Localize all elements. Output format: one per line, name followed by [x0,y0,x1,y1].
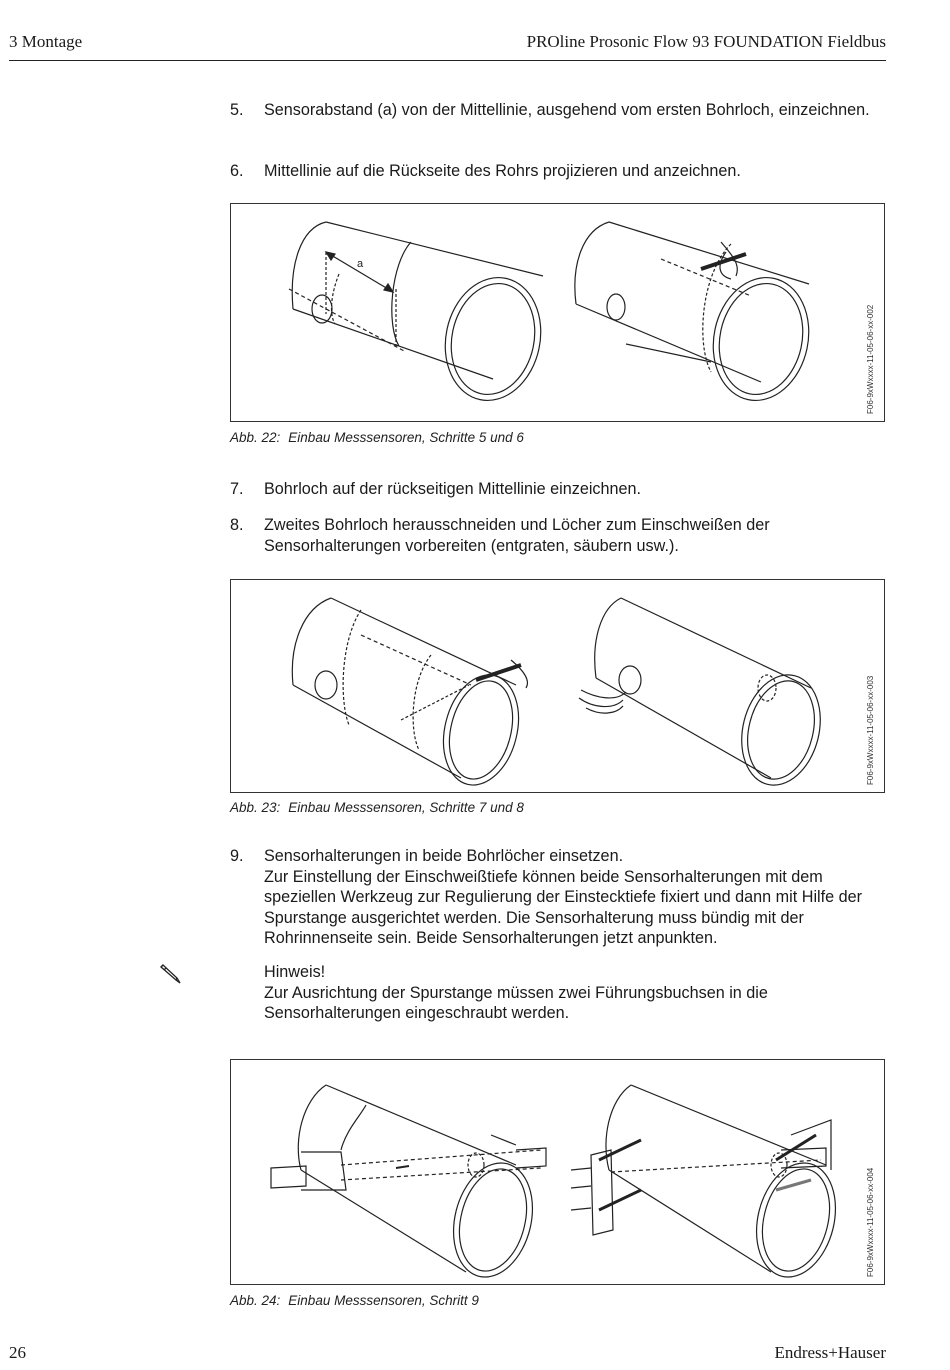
step-number: 5. [230,101,244,119]
note-text: Zur Ausrichtung der Spurstange müssen zwei Führungsbuchsen in die Sensorhalterungen eingeschraubt werden. [264,983,768,1022]
sensor-holder-illustration [231,1060,886,1286]
step-number: 6. [230,162,244,180]
figure-24 [230,1059,885,1285]
figure-22 [230,203,885,422]
brand-name: Endress+Hauser [774,1343,886,1362]
pipe-marking-illustration [231,204,886,423]
step-text: Sensorabstand (a) von der Mittellinie, ausgehend vom ersten Bohrloch, einzeichnen. [264,101,870,119]
step-text: Bohrloch auf der rückseitigen Mittellinie einzeichnen. [264,480,642,498]
page-number: 26 [9,1343,26,1362]
figure-22-caption [230,430,524,445]
pencil-icon [158,964,184,991]
pipe-drilling-illustration [231,580,886,794]
step-6 [230,161,890,182]
step-9 [230,846,890,949]
step-number: 7. [230,480,244,498]
caption-label: Abb. 24: [230,1293,281,1308]
distance-label: a [357,258,364,270]
caption-text: Einbau Messsensoren, Schritte 5 und 6 [288,430,524,445]
step-number: 8. [230,516,244,534]
caption-text: Einbau Messsensoren, Schritte 7 und 8 [288,800,524,815]
figure-code: F06-9xWxxxx-11-05-06-xx-002 [866,304,875,414]
document-title: PROline Prosonic Flow 93 FOUNDATION Fieldbus [526,32,886,51]
caption-label: Abb. 22: [230,430,281,445]
caption-text: Einbau Messsensoren, Schritt 9 [288,1293,479,1308]
figure-23-caption [230,800,524,815]
figure-code: F06-9xWxxxx-11-05-06-xx-003 [866,675,875,785]
step-number: 9. [230,847,244,865]
figure-code: F06-9xWxxxx-11-05-06-xx-004 [866,1167,875,1277]
note-title: Hinweis! [264,963,326,981]
step-7 [230,479,890,500]
figure-24-caption [230,1293,479,1308]
note-block [230,962,890,1024]
step-title: Sensorhalterungen in beide Bohrlöcher einsetzen. [264,847,624,865]
chapter-title: 3 Montage [9,32,83,51]
step-text: Zur Einstellung der Einschweißtiefe können beide Sensorhalterungen mit dem speziellen Werkzeug zur Regulierung der Einstecktiefe fixiert und dann mit Hilfe der Spurstange ausgerichtet werden. Die Sensorhalterung muss bündig mit der Rohrinnenseite sein. Beide Sensorhalterungen jetzt anpunkten. [264,867,863,947]
header-rule [9,60,886,61]
step-8 [230,515,890,556]
step-text: Zweites Bohrloch herausschneiden und Löcher zum Einschweißen der Sensorhalterungen vorbereiten (entgraten, säubern usw.). [264,516,770,555]
caption-label: Abb. 23: [230,800,281,815]
figure-23 [230,579,885,793]
step-text: Mittellinie auf die Rückseite des Rohrs projizieren und anzeichnen. [264,162,741,180]
step-5 [230,100,890,121]
